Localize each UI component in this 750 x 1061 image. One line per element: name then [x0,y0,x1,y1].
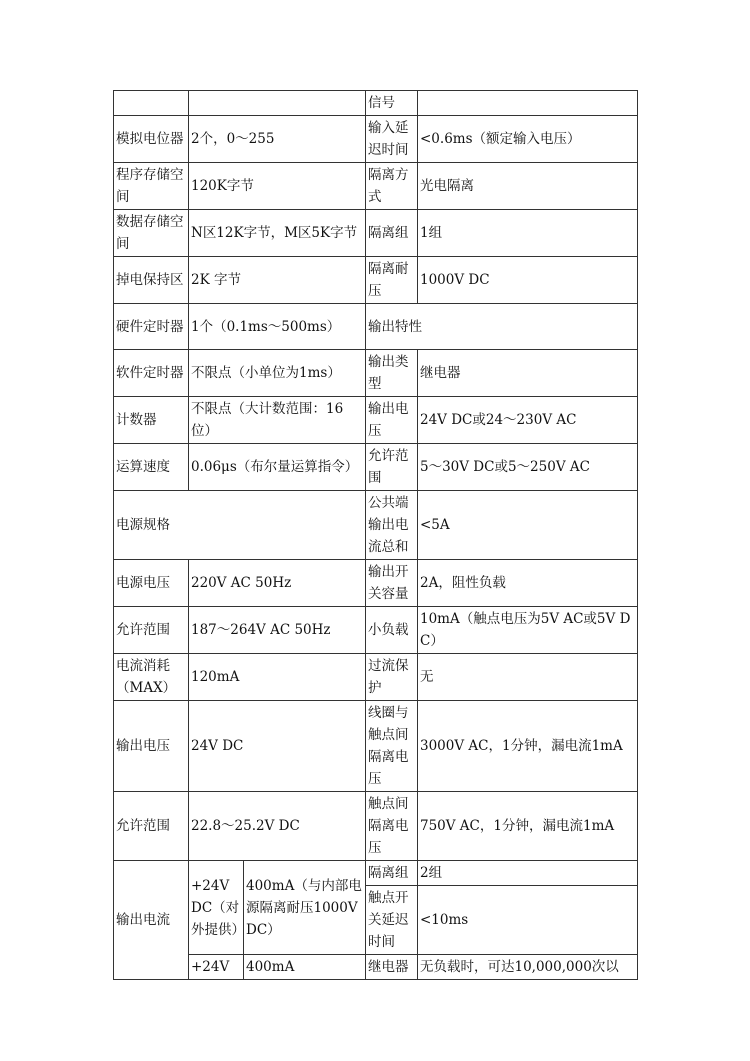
param-name: 掉电保持区 [114,257,189,304]
table-row [114,654,638,701]
section-heading: 电源规格 [114,491,366,560]
param-name: 隔离方式 [366,163,418,210]
table-row [114,792,638,861]
param-value: 1个（0.1ms～500ms） [189,304,366,350]
param-value: <5A [418,491,638,560]
param-name: 输出电压 [366,397,418,444]
param-name: 输出电压 [114,701,189,792]
param-value: 继电器 [418,350,638,397]
table-row [114,304,638,350]
table-row [114,444,638,491]
table-row [114,861,638,886]
param-name: 运算速度 [114,444,189,491]
table-row [114,607,638,654]
param-name: 数据存储空间 [114,210,189,257]
param-value: 无 [418,654,638,701]
table-row [114,955,638,980]
table-row [114,91,638,116]
param-value: 光电隔离 [418,163,638,210]
param-name: 过流保护 [366,654,418,701]
param-name: 隔离组 [366,210,418,257]
param-name: 允许范围 [114,607,189,654]
table-cell [418,91,638,116]
param-value: 220V AC 50Hz [189,560,366,607]
param-value: 3000V AC，1分钟，漏电流1mA [418,701,638,792]
table-row [114,350,638,397]
param-name: 计数器 [114,397,189,444]
param-value: 750V AC，1分钟，漏电流1mA [418,792,638,861]
param-value: +24V DC（对外提供） [189,861,244,955]
table-row [114,163,638,210]
section-heading: 输出特性 [366,304,638,350]
param-name: 输出类型 [366,350,418,397]
table-cell [189,91,366,116]
param-name: 小负载 [366,607,418,654]
param-name: 模拟电位器 [114,116,189,163]
param-value: 1000V DC [418,257,638,304]
table-cell: 信号 [366,91,418,116]
spec-table [113,90,638,980]
param-value: 无负载时，可达10,000,000次以 [418,955,638,980]
param-value: <10ms [418,886,638,955]
table-cell [114,91,189,116]
param-value: 120mA [189,654,366,701]
table-row [114,560,638,607]
param-value: 24V DC [189,701,366,792]
table-row [114,701,638,792]
table-row [114,257,638,304]
param-name: 隔离耐压 [366,257,418,304]
param-value: 10mA（触点电压为5V AC或5V DC） [418,607,638,654]
param-name: 软件定时器 [114,350,189,397]
param-name: 允许范围 [114,792,189,861]
param-value: 1组 [418,210,638,257]
param-value: 22.8～25.2V DC [189,792,366,861]
param-value: 400mA（与内部电源隔离耐压1000VDC） [244,861,366,955]
param-name: 允许范围 [366,444,418,491]
param-value: 不限点（小单位为1ms） [189,350,366,397]
param-value: +24V [189,955,244,980]
param-name: 触点间隔离电压 [366,792,418,861]
param-name: 输出电流 [114,861,189,980]
param-name: 触点开关延迟时间 [366,886,418,955]
param-name: 程序存储空间 [114,163,189,210]
param-value: 不限点（大计数范围：16位） [189,397,366,444]
param-value: 2个，0～255 [189,116,366,163]
param-name: 输出开关容量 [366,560,418,607]
table-row [114,397,638,444]
param-name: 线圈与触点间隔离电压 [366,701,418,792]
param-value: 2组 [418,861,638,886]
param-value: 2A，阻性负载 [418,560,638,607]
param-name: 继电器 [366,955,418,980]
table-row [114,210,638,257]
table-row [114,116,638,163]
param-name: 电源电压 [114,560,189,607]
param-value: 187～264V AC 50Hz [189,607,366,654]
param-value: 2K 字节 [189,257,366,304]
table-row [114,491,638,560]
param-name: 公共端输出电流总和 [366,491,418,560]
param-value: 24V DC或24～230V AC [418,397,638,444]
param-value: 400mA [244,955,366,980]
param-value: 0.06μs（布尔量运算指令） [189,444,366,491]
param-value: 5～30V DC或5～250V AC [418,444,638,491]
param-name: 硬件定时器 [114,304,189,350]
param-name: 隔离组 [366,861,418,886]
param-value: 120K字节 [189,163,366,210]
param-name: 输入延迟时间 [366,116,418,163]
param-value: N区12K字节，M区5K字节 [189,210,366,257]
param-value: <0.6ms（额定输入电压） [418,116,638,163]
param-name: 电流消耗（MAX） [114,654,189,701]
